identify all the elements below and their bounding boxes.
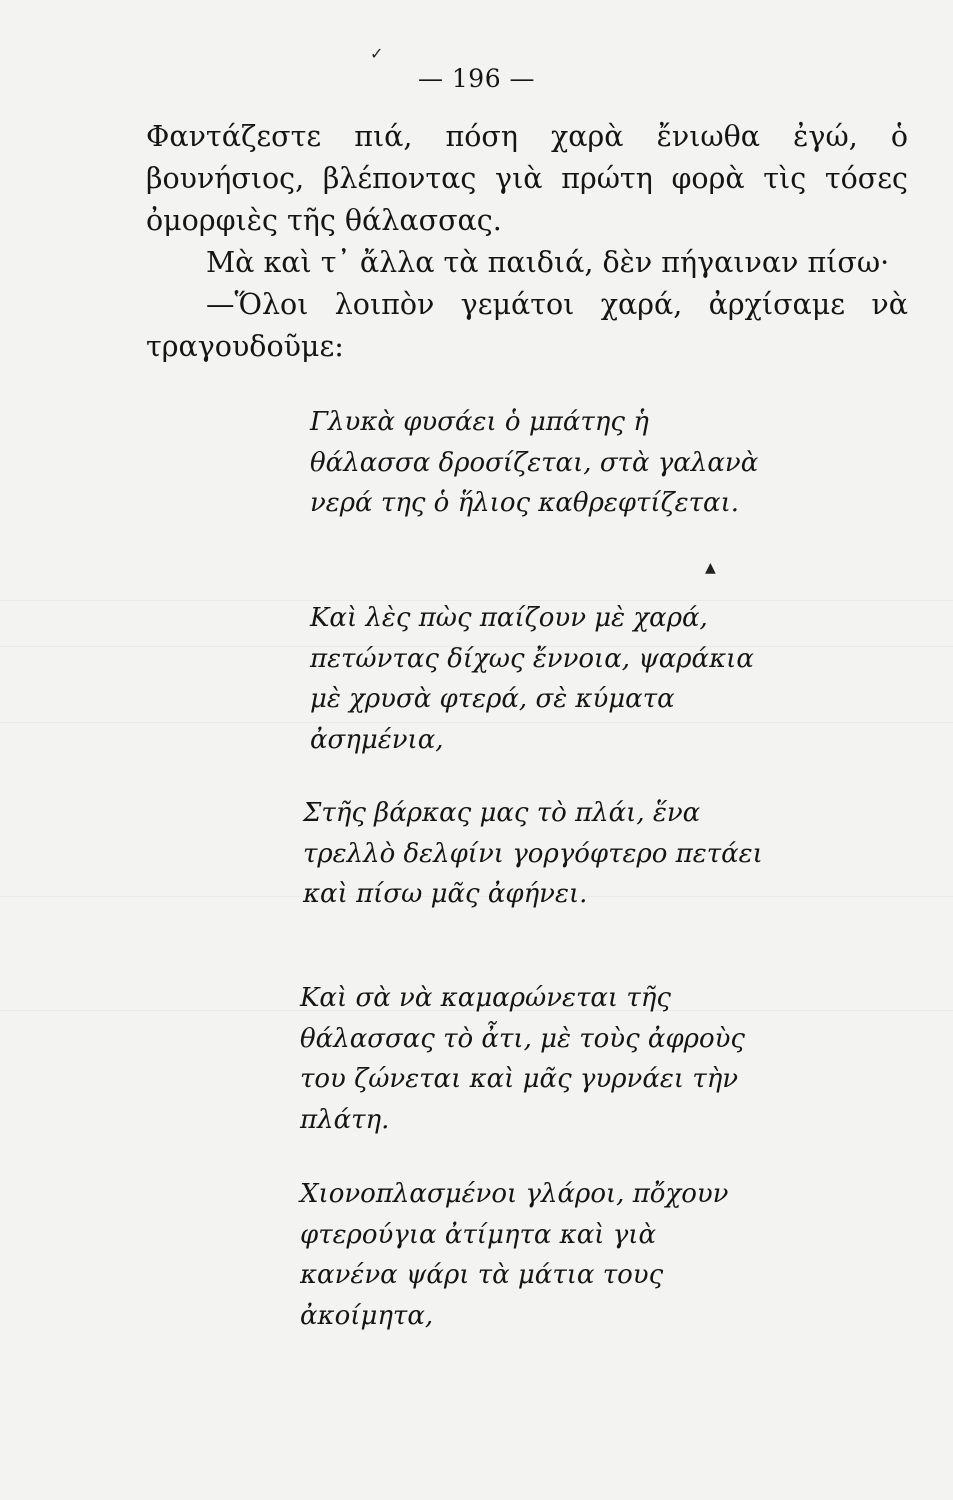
poem-stanza: [300, 978, 760, 1140]
poem-line: σὲ κύματα ἀσημένια,: [310, 684, 675, 755]
poem-line: στὰ γαλανὰ νερά της: [310, 447, 759, 518]
poem-line: ὁ ἥλιος καθρεφτίζεται.: [433, 488, 740, 518]
poem-line: καὶ μᾶς γυρνάει τὴν πλάτη.: [300, 1064, 739, 1135]
poem-line: καὶ πίσω μᾶς ἀφήνει.: [303, 879, 588, 909]
poem-stanza: [310, 402, 770, 524]
pencil-tick-mark: ✓: [370, 44, 384, 63]
poem-line: Στῆς βάρκας μας τὸ πλάι,: [303, 798, 645, 828]
prose-paragraph: —Ὅλοι λοιπὸν γεμάτοι χαρά, ἀρχίσαμε νὰ τραγουδοῦμε:: [146, 288, 908, 363]
poem-line: Χιονοπλασμένοι γλάροι,: [300, 1179, 625, 1209]
prose-paragraph: Φαντάζεστε πιά, πόση χαρὰ ἔνιωθα ἐγώ, ὁ βουνήσιος, βλέποντας γιὰ πρώτη φορὰ τὶς τόσες ὀμορφιὲς τῆς θάλασσας.: [146, 120, 908, 237]
poem-line: πὄχουν φτερούγια ἀτίμητα: [300, 1179, 729, 1250]
poem-stanza: [310, 598, 770, 760]
poem-line: καὶ γιὰ κανένα ψάρι: [300, 1219, 657, 1290]
poem-line: Καὶ σὰ νὰ καμαρώνεται: [300, 983, 619, 1013]
page-number: — 196 —: [417, 64, 536, 93]
poem-stanza: [303, 793, 763, 915]
poem-stanza: [300, 1174, 760, 1336]
poem-line: ψαράκια μὲ χρυσὰ φτερά,: [310, 643, 754, 714]
poem-line: τῆς θάλασσας τὸ ἆτι,: [300, 983, 671, 1054]
poem-line: γοργόφτερο πετάει: [512, 838, 763, 869]
poem-line: Καὶ λὲς πὼς παίζουν μὲ χαρά,: [310, 603, 708, 633]
poem-line: ἡ θάλασσα δροσίζεται,: [310, 407, 649, 478]
ink-speck: ▲: [705, 560, 716, 576]
poem-line: πετώντας δίχως ἔννοια,: [310, 643, 631, 674]
poem-line: μὲ τοὺς ἀφροὺς του ζώνεται: [300, 1023, 745, 1094]
prose-block: [146, 116, 908, 368]
poem-line: τὰ μάτια τους ἀκοίμητα,: [300, 1260, 664, 1331]
poem-line: Γλυκὰ φυσάει ὁ μπάτης: [310, 407, 625, 437]
poem-line: ἕνα τρελλὸ δελφίνι: [303, 798, 701, 869]
prose-paragraph: Μὰ καὶ τ᾽ ἄλλα τὰ παιδιά, δὲν πήγαιναν πίσω·: [206, 246, 890, 279]
